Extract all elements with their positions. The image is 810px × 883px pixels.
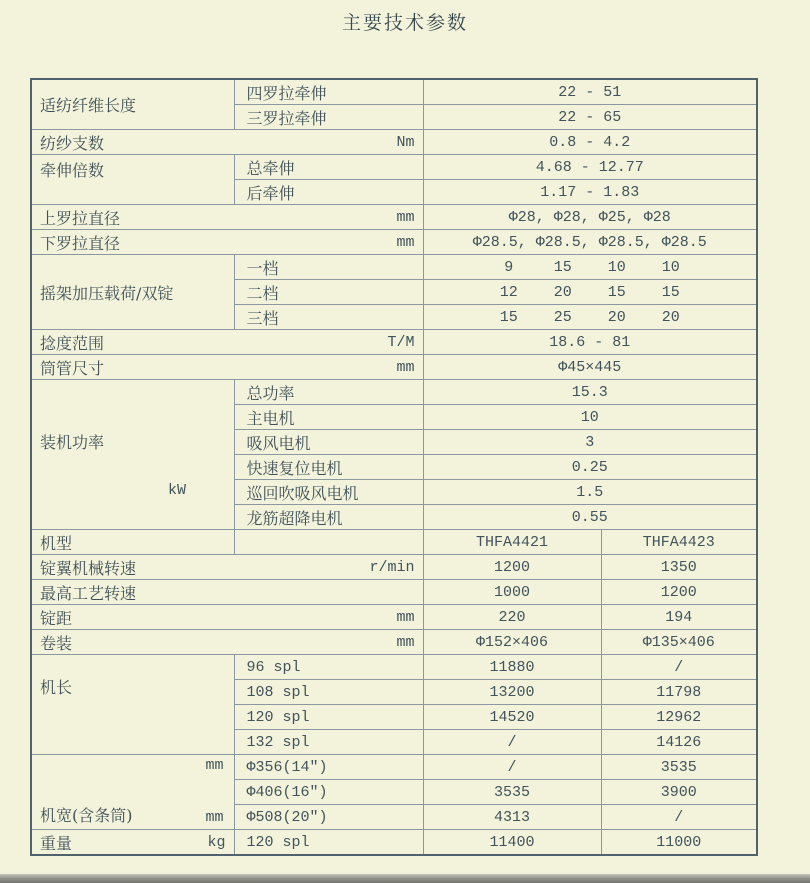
row-label-cell xyxy=(31,630,423,655)
row-label-cell xyxy=(31,755,234,830)
unit-label: T/M xyxy=(387,333,415,351)
row-label: 重量 xyxy=(40,833,73,853)
sub-label-cell: 132 spl xyxy=(234,730,423,755)
sub-label-cell: 快速复位电机 xyxy=(234,455,423,480)
sub-label-cell: 三罗拉牵伸 xyxy=(234,105,423,130)
unit-label: mm xyxy=(396,633,415,651)
sub-label-cell: 主电机 xyxy=(234,405,423,430)
table-row xyxy=(31,130,757,155)
sub-label-cell: Φ356(14″) xyxy=(234,755,423,780)
unit-label: mm xyxy=(205,809,224,826)
table-row xyxy=(31,230,757,255)
value-cell: 4313 xyxy=(423,805,601,830)
value: 15 xyxy=(661,283,680,301)
sub-label-cell: 吸风电机 xyxy=(234,430,423,455)
value-cell: 1200 xyxy=(601,580,757,605)
row-label: 纺纱支数 xyxy=(40,133,105,153)
value: 12 xyxy=(499,283,518,301)
row-label-cell xyxy=(31,555,423,580)
value-cell: 11798 xyxy=(601,680,757,705)
table-row xyxy=(31,155,757,180)
table-row xyxy=(31,630,757,655)
value-cell: 1.5 xyxy=(423,480,757,505)
table-row xyxy=(31,655,757,680)
value-cell: 12962 xyxy=(601,705,757,730)
sub-label-cell: 龙筋超降电机 xyxy=(234,505,423,530)
value-cell: 194 xyxy=(601,605,757,630)
value: 15 xyxy=(553,258,572,276)
sub-label-cell: 108 spl xyxy=(234,680,423,705)
value-cell: 22 - 51 xyxy=(423,79,757,105)
row-label-cell xyxy=(31,330,423,355)
value-cell: 1200 xyxy=(423,555,601,580)
value-cell: Φ45×445 xyxy=(423,355,757,380)
sub-label-cell: 总牵伸 xyxy=(234,155,423,180)
row-label: 上罗拉直径 xyxy=(40,208,121,228)
value-cell: 11880 xyxy=(423,655,601,680)
value-cell: Φ152×406 xyxy=(423,630,601,655)
sub-label-cell: 120 spl xyxy=(234,705,423,730)
sub-label-cell: Φ406(16″) xyxy=(234,780,423,805)
value-cell: 3535 xyxy=(423,780,601,805)
row-label-cell xyxy=(31,830,234,856)
row-label-cell: 机长 xyxy=(31,655,234,755)
value-cell xyxy=(423,255,757,280)
value-cell: 1000 xyxy=(423,580,601,605)
row-label: 机宽(含条筒) xyxy=(40,806,133,825)
value-cell: 22 - 65 xyxy=(423,105,757,130)
sub-label-cell: 120 spl xyxy=(234,830,423,856)
sub-label-cell: 三档 xyxy=(234,305,423,330)
table-row xyxy=(31,605,757,630)
row-label: 筒管尺寸 xyxy=(40,358,105,378)
row-label-cell xyxy=(31,205,423,230)
row-label-cell xyxy=(31,130,423,155)
row-label-cell xyxy=(31,605,423,630)
value-cell: 11400 xyxy=(423,830,601,856)
value-cell: Φ28.5, Φ28.5, Φ28.5, Φ28.5 xyxy=(423,230,757,255)
value: 20 xyxy=(607,308,626,326)
table-row xyxy=(31,205,757,230)
value: 20 xyxy=(553,283,572,301)
value-cell: 14520 xyxy=(423,705,601,730)
sub-label-cell: 96 spl xyxy=(234,655,423,680)
row-label-cell: 适纺纤维长度 xyxy=(31,79,234,130)
unit-label: Nm xyxy=(396,133,415,151)
value: 9 xyxy=(504,258,514,276)
table-row xyxy=(31,355,757,380)
value: 10 xyxy=(607,258,626,276)
row-label-cell: 最高工艺转速 xyxy=(31,580,423,605)
unit-label: mm xyxy=(396,358,415,376)
value-cell: / xyxy=(601,655,757,680)
table-row xyxy=(31,330,757,355)
table-row xyxy=(31,830,757,856)
unit-label: kg xyxy=(207,833,226,851)
value-cell: 13200 xyxy=(423,680,601,705)
model-a-cell: THFA4421 xyxy=(423,530,601,555)
row-label-cell xyxy=(31,380,234,530)
row-label: 卷装 xyxy=(40,633,73,653)
spec-table xyxy=(30,78,758,856)
value-cell: 3535 xyxy=(601,755,757,780)
table-row xyxy=(31,555,757,580)
model-b-cell: THFA4423 xyxy=(601,530,757,555)
value: 20 xyxy=(661,308,680,326)
value-cell: / xyxy=(423,730,601,755)
row-label-cell xyxy=(31,230,423,255)
table-row xyxy=(31,755,757,780)
sub-label-cell: 总功率 xyxy=(234,380,423,405)
value-cell: 1.17 - 1.83 xyxy=(423,180,757,205)
table-row xyxy=(31,580,757,605)
table-row xyxy=(31,79,757,105)
value-cell: 1350 xyxy=(601,555,757,580)
empty-cell xyxy=(234,530,423,555)
row-label: 锭翼机械转速 xyxy=(40,558,137,578)
table-row xyxy=(31,380,757,405)
unit-label: mm xyxy=(396,208,415,226)
value-cell: 10 xyxy=(423,405,757,430)
value-cell: 15.3 xyxy=(423,380,757,405)
value-cell: Φ28, Φ28, Φ25, Φ28 xyxy=(423,205,757,230)
table-row xyxy=(31,255,757,280)
page-title: 主要技术参数 xyxy=(341,12,468,34)
value: 15 xyxy=(499,308,518,326)
value: 10 xyxy=(661,258,680,276)
value-cell: 4.68 - 12.77 xyxy=(423,155,757,180)
value-cell: Φ135×406 xyxy=(601,630,757,655)
sub-label-cell: 四罗拉牵伸 xyxy=(234,79,423,105)
value-cell: 0.8 - 4.2 xyxy=(423,130,757,155)
value-cell: 3 xyxy=(423,430,757,455)
value: 25 xyxy=(553,308,572,326)
sub-label-cell: 二档 xyxy=(234,280,423,305)
value-cell: 11000 xyxy=(601,830,757,856)
row-label: 锭距 xyxy=(40,608,73,628)
unit-label: mm xyxy=(205,757,224,774)
value-cell: 0.55 xyxy=(423,505,757,530)
value: 15 xyxy=(607,283,626,301)
row-label-cell: 机型 xyxy=(31,530,234,555)
unit-label: kW xyxy=(168,482,187,499)
value-cell xyxy=(423,280,757,305)
unit-label: r/min xyxy=(369,558,415,576)
row-label: 装机功率 xyxy=(40,433,105,452)
scan-edge-band xyxy=(0,874,810,883)
sub-label-cell: Φ508(20″) xyxy=(234,805,423,830)
unit-label: mm xyxy=(396,233,415,251)
row-label: 下罗拉直径 xyxy=(40,233,121,253)
value-cell: 3900 xyxy=(601,780,757,805)
table-row xyxy=(31,530,757,555)
unit-label: mm xyxy=(396,608,415,626)
value-cell xyxy=(423,305,757,330)
value-cell: 14126 xyxy=(601,730,757,755)
value-cell: / xyxy=(423,755,601,780)
sub-label-cell: 一档 xyxy=(234,255,423,280)
row-label-cell xyxy=(31,355,423,380)
value-cell: 220 xyxy=(423,605,601,630)
row-label: 捻度范围 xyxy=(40,333,105,353)
value-cell: / xyxy=(601,805,757,830)
sub-label-cell: 后牵伸 xyxy=(234,180,423,205)
sub-label-cell: 巡回吹吸风电机 xyxy=(234,480,423,505)
value-cell: 0.25 xyxy=(423,455,757,480)
row-label-cell: 摇架加压载荷/双锭 xyxy=(31,255,234,330)
value-cell: 18.6 - 81 xyxy=(423,330,757,355)
row-label-cell: 牵伸倍数 xyxy=(31,155,234,205)
